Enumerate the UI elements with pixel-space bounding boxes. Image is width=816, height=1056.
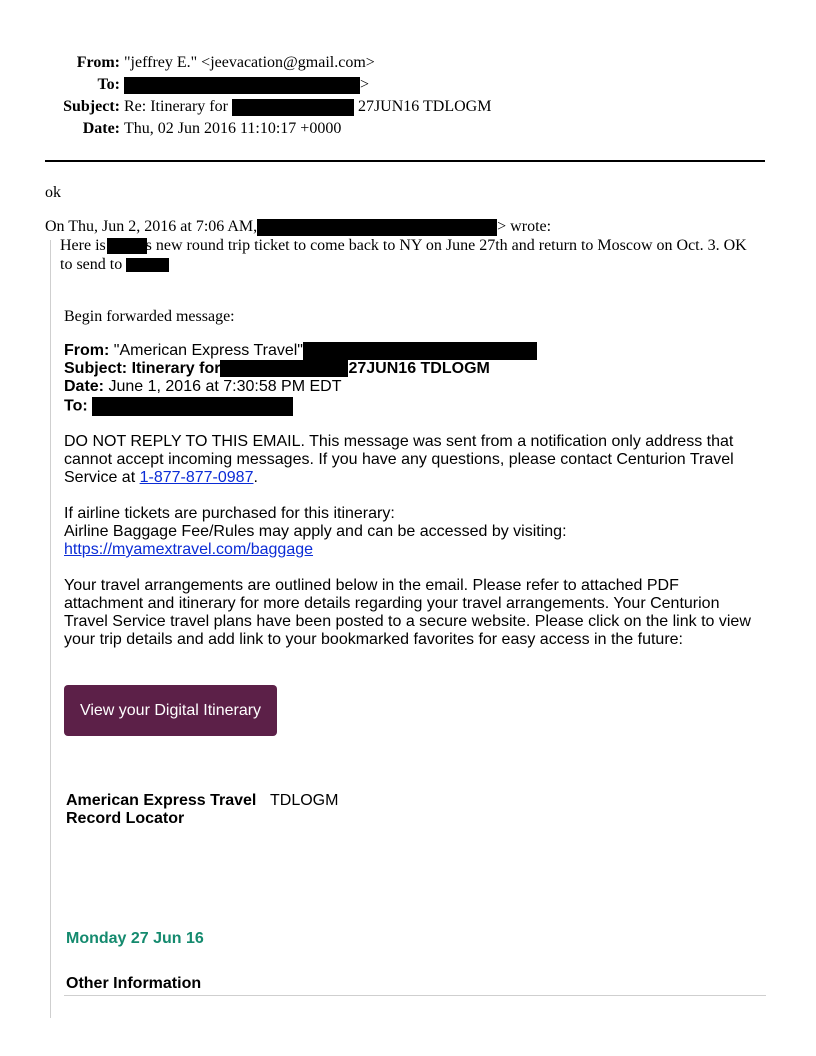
header-from-row (0, 53, 800, 73)
quote-bar (50, 240, 51, 1018)
arrangements-line-1: Your travel arrangements are outlined below in the email. Please refer to attached PDF (64, 577, 679, 594)
baggage-link-row (64, 541, 313, 559)
subject-prefix: Re: Itinerary for (124, 98, 228, 115)
quote-intro-suffix: > wrote: (497, 218, 552, 235)
locator-value: TDLOGM (270, 792, 339, 809)
from-value: "jeffrey E." <jeevacation@gmail.com> (124, 54, 375, 71)
quote-line-1 (60, 237, 747, 255)
baggage-line-1: If airline tickets are purchased for this itinerary: (64, 505, 395, 522)
quote-line-1-prefix: Here is (60, 237, 106, 254)
notice-line-3-suffix: . (253, 469, 258, 486)
header-divider (45, 160, 765, 162)
header-date-row (0, 119, 800, 139)
quote-line-2 (60, 256, 169, 274)
notice-line-2: cannot accept incoming messages. If you have any questions, please contact Centurion Travel (64, 451, 734, 468)
quote-line-2-prefix: to send to (60, 256, 123, 273)
redaction-block (257, 219, 497, 236)
reply-body: ok (45, 184, 61, 201)
locator-label-line-2: Record Locator (66, 810, 185, 827)
fwd-subject-row (64, 360, 490, 378)
baggage-link[interactable]: https://myamextravel.com/baggage (64, 541, 314, 558)
arrangements-line-2: attachment and itinerary for more details regarding your travel arrangements. Your Centurion (64, 595, 720, 612)
fwd-subject-label: Subject: Itinerary for (64, 360, 221, 377)
header-to-row (0, 75, 800, 95)
fwd-to-label: To: (64, 397, 88, 415)
locator-label-line-1: American Express Travel (66, 792, 257, 809)
day-heading: Monday 27 Jun 16 (66, 930, 204, 947)
forward-intro: Begin forwarded message: (64, 308, 235, 325)
subject-value (124, 97, 491, 117)
to-label: To: (97, 76, 120, 93)
view-digital-itinerary-button[interactable]: View your Digital Itinerary (64, 685, 277, 736)
baggage-line-2: Airline Baggage Fee/Rules may apply and can be accessed by visiting: (64, 523, 567, 540)
redaction-block (232, 99, 354, 116)
arrangements-line-4: your trip details and add link to your bookmarked favorites for easy access in the future: (64, 631, 683, 648)
quote-line-1-suffix: 's new round trip ticket to come back to NY on June 27th and return to Moscow on Oct. 3. OK (142, 237, 747, 254)
to-suffix: > (360, 76, 370, 93)
fwd-subject-suffix: 27JUN16 TDLOGM (348, 360, 490, 377)
fwd-to-row (64, 397, 293, 416)
redaction-block (126, 258, 169, 272)
fwd-date-value: June 1, 2016 at 7:30:58 PM EDT (108, 378, 342, 395)
fwd-from-label: From: (64, 342, 110, 360)
fwd-date-row (64, 378, 342, 396)
arrangements-line-3: Travel Service travel plans have been posted to a secure website. Please click on the link to view (64, 613, 751, 630)
notice-line-3-prefix: Service at (64, 469, 136, 486)
date-label: Date: (82, 120, 120, 137)
notice-line-3 (64, 469, 258, 487)
header-subject-row (0, 97, 800, 117)
notice-line-1: DO NOT REPLY TO THIS EMAIL. This message was sent from a notification only address that (64, 433, 734, 450)
quote-intro (45, 218, 551, 236)
subject-label: Subject: (63, 98, 120, 115)
fwd-date-label: Date: (64, 378, 105, 395)
fwd-from-value: "American Express Travel" (113, 342, 303, 360)
redaction-block (107, 238, 147, 254)
quote-intro-prefix: On Thu, Jun 2, 2016 at 7:06 AM, (45, 218, 258, 235)
redaction-block (124, 77, 360, 94)
section-divider (64, 995, 766, 996)
other-information-heading: Other Information (66, 975, 202, 992)
from-label: From: (76, 54, 120, 71)
subject-suffix: 27JUN16 TDLOGM (357, 98, 492, 115)
phone-link[interactable]: 1-877-877-0987 (139, 469, 254, 486)
date-value: Thu, 02 Jun 2016 11:10:17 +0000 (124, 120, 342, 137)
redaction-block (303, 342, 537, 360)
redaction-block (92, 397, 293, 416)
redaction-block (220, 360, 348, 377)
to-value (124, 75, 369, 95)
fwd-from-row (64, 342, 537, 360)
